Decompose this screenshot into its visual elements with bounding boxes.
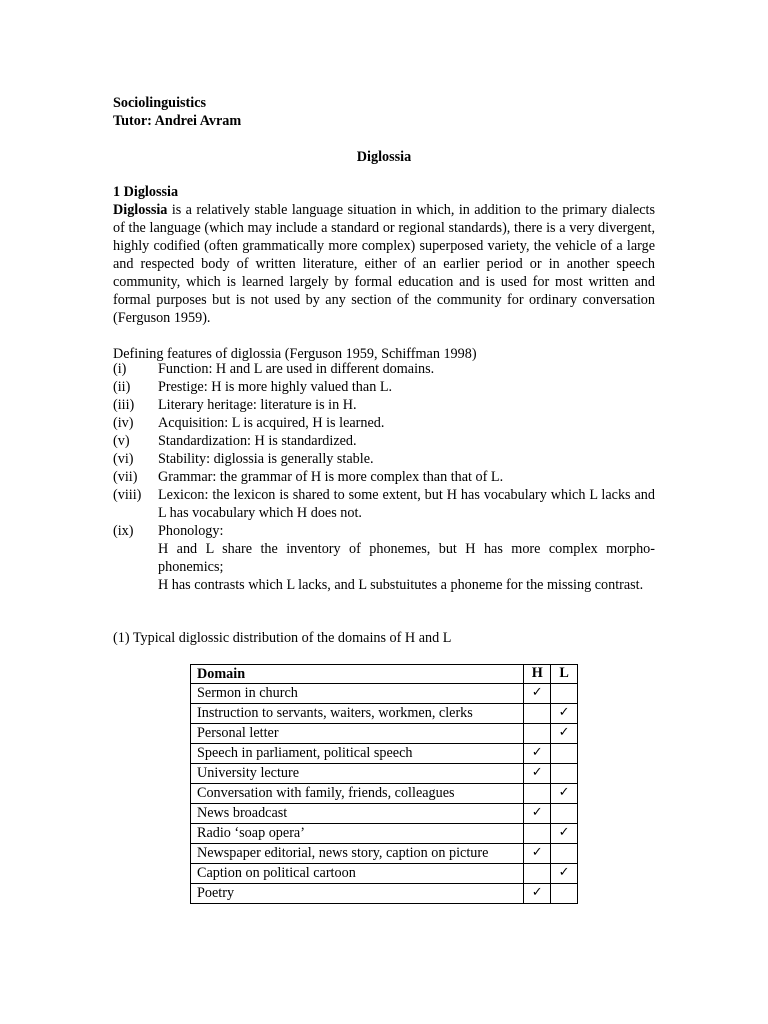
feature-text-block — [158, 414, 655, 432]
feature-text: Prestige: H is more highly valued than L. — [158, 379, 393, 395]
course-name: Sociolinguistics — [113, 95, 207, 111]
feature-item — [113, 486, 655, 522]
h-checkmark-icon: ✓ — [531, 765, 543, 780]
feature-text-block — [158, 360, 655, 378]
h-cell — [524, 884, 551, 904]
table-row — [191, 824, 578, 844]
domain-cell: Instruction to servants, waiters, workmen, clerks — [191, 704, 524, 724]
domains-table — [190, 664, 578, 904]
feature-subitem: H has contrasts which L lacks, and L substuitutes a phoneme for the missing contrast. — [158, 577, 644, 593]
domain-cell: Speech in parliament, political speech — [191, 744, 524, 764]
section-heading: 1 Diglossia — [113, 184, 179, 200]
l-cell — [551, 864, 578, 884]
feature-item — [113, 522, 655, 594]
example-caption: (1) Typical diglossic distribution of the domains of H and L — [113, 630, 452, 646]
domain-cell: Conversation with family, friends, colleagues — [191, 784, 524, 804]
feature-text-block — [158, 486, 655, 522]
l-cell — [551, 744, 578, 764]
table-header-row — [191, 665, 578, 684]
l-checkmark-icon: ✓ — [558, 865, 570, 880]
feature-text: Function: H and L are used in different domains. — [158, 361, 435, 377]
definition-term: Diglossia — [113, 202, 168, 218]
feature-number: (vii) — [113, 469, 138, 485]
definition-paragraph — [113, 201, 655, 327]
feature-text: Grammar: the grammar of H is more complex than that of L. — [158, 469, 504, 485]
table-row — [191, 804, 578, 824]
domains-table-body — [191, 684, 578, 904]
feature-item — [113, 432, 655, 450]
column-header-l: L — [551, 665, 578, 684]
feature-number: (ii) — [113, 379, 131, 395]
feature-number: (v) — [113, 433, 130, 449]
feature-item — [113, 360, 655, 378]
table-row — [191, 704, 578, 724]
l-cell — [551, 844, 578, 864]
h-cell — [524, 704, 551, 724]
domain-cell: Personal letter — [191, 724, 524, 744]
table-row — [191, 864, 578, 884]
feature-number: (iii) — [113, 397, 135, 413]
table-row — [191, 684, 578, 704]
h-checkmark-icon: ✓ — [531, 845, 543, 860]
domain-cell: Newspaper editorial, news story, caption on picture — [191, 844, 524, 864]
l-cell — [551, 724, 578, 744]
feature-text-block — [158, 468, 655, 486]
domain-cell: Caption on political cartoon — [191, 864, 524, 884]
domain-cell: News broadcast — [191, 804, 524, 824]
h-checkmark-icon: ✓ — [531, 745, 543, 760]
page-title: Diglossia — [356, 149, 412, 165]
feature-item — [113, 468, 655, 486]
feature-text: Phonology: — [158, 523, 224, 539]
tutor-name: Tutor: Andrei Avram — [113, 113, 242, 129]
feature-item — [113, 450, 655, 468]
h-cell — [524, 784, 551, 804]
feature-number: (iv) — [113, 415, 134, 431]
feature-text-block — [158, 450, 655, 468]
column-header-domain: Domain — [191, 665, 524, 684]
domain-cell: Sermon in church — [191, 684, 524, 704]
document-header — [113, 94, 241, 130]
h-cell — [524, 684, 551, 704]
h-checkmark-icon: ✓ — [531, 885, 543, 900]
feature-text: Lexicon: the lexicon is shared to some extent, but H has vocabulary which L lacks and L has vocabulary which H does not. — [158, 487, 655, 521]
l-checkmark-icon: ✓ — [558, 825, 570, 840]
feature-text: Standardization: H is standardized. — [158, 433, 357, 449]
h-cell — [524, 764, 551, 784]
feature-number: (viii) — [113, 487, 142, 503]
l-cell — [551, 684, 578, 704]
feature-text-block — [158, 522, 655, 594]
h-cell — [524, 824, 551, 844]
feature-item — [113, 378, 655, 396]
features-list — [113, 360, 655, 594]
feature-item — [113, 414, 655, 432]
definition-text: is a relatively stable language situation in which, in addition to the primary dialects of the language (which may include a standard or regional standards), there is a very divergent, highly codified (often grammatically more complex) superposed variety, the vehicle of a large and respected body of written literature, either of an earlier period or in another speech community, which is learned largely by formal education and is used for most written and formal purposes but is not used by any section of the community for ordinary conversation (Ferguson 1959). — [113, 202, 655, 326]
features-intro: Defining features of diglossia (Ferguson 1959, Schiffman 1998) — [113, 346, 477, 362]
l-cell — [551, 704, 578, 724]
table-row — [191, 724, 578, 744]
feature-text: Acquisition: L is acquired, H is learned. — [158, 415, 385, 431]
table-row — [191, 844, 578, 864]
l-checkmark-icon: ✓ — [558, 705, 570, 720]
feature-text: Literary heritage: literature is in H. — [158, 397, 357, 413]
feature-number: (ix) — [113, 523, 134, 539]
table-row — [191, 744, 578, 764]
table-row — [191, 764, 578, 784]
h-cell — [524, 804, 551, 824]
table-row — [191, 784, 578, 804]
h-cell — [524, 844, 551, 864]
l-cell — [551, 804, 578, 824]
feature-text-block — [158, 432, 655, 450]
feature-text-block — [158, 396, 655, 414]
h-cell — [524, 864, 551, 884]
h-checkmark-icon: ✓ — [531, 685, 543, 700]
domain-cell: University lecture — [191, 764, 524, 784]
feature-subitem: H and L share the inventory of phonemes, but H has more complex morpho-phonemics; — [158, 541, 655, 575]
domain-cell: Radio ‘soap opera’ — [191, 824, 524, 844]
h-checkmark-icon: ✓ — [531, 805, 543, 820]
l-checkmark-icon: ✓ — [558, 785, 570, 800]
column-header-h: H — [524, 665, 551, 684]
feature-text: Stability: diglossia is generally stable. — [158, 451, 374, 467]
feature-number: (i) — [113, 361, 127, 377]
feature-number: (vi) — [113, 451, 134, 467]
feature-item — [113, 396, 655, 414]
domain-cell: Poetry — [191, 884, 524, 904]
l-checkmark-icon: ✓ — [558, 725, 570, 740]
l-cell — [551, 784, 578, 804]
l-cell — [551, 764, 578, 784]
l-cell — [551, 824, 578, 844]
h-cell — [524, 724, 551, 744]
l-cell — [551, 884, 578, 904]
feature-text-block — [158, 378, 655, 396]
table-row — [191, 884, 578, 904]
h-cell — [524, 744, 551, 764]
